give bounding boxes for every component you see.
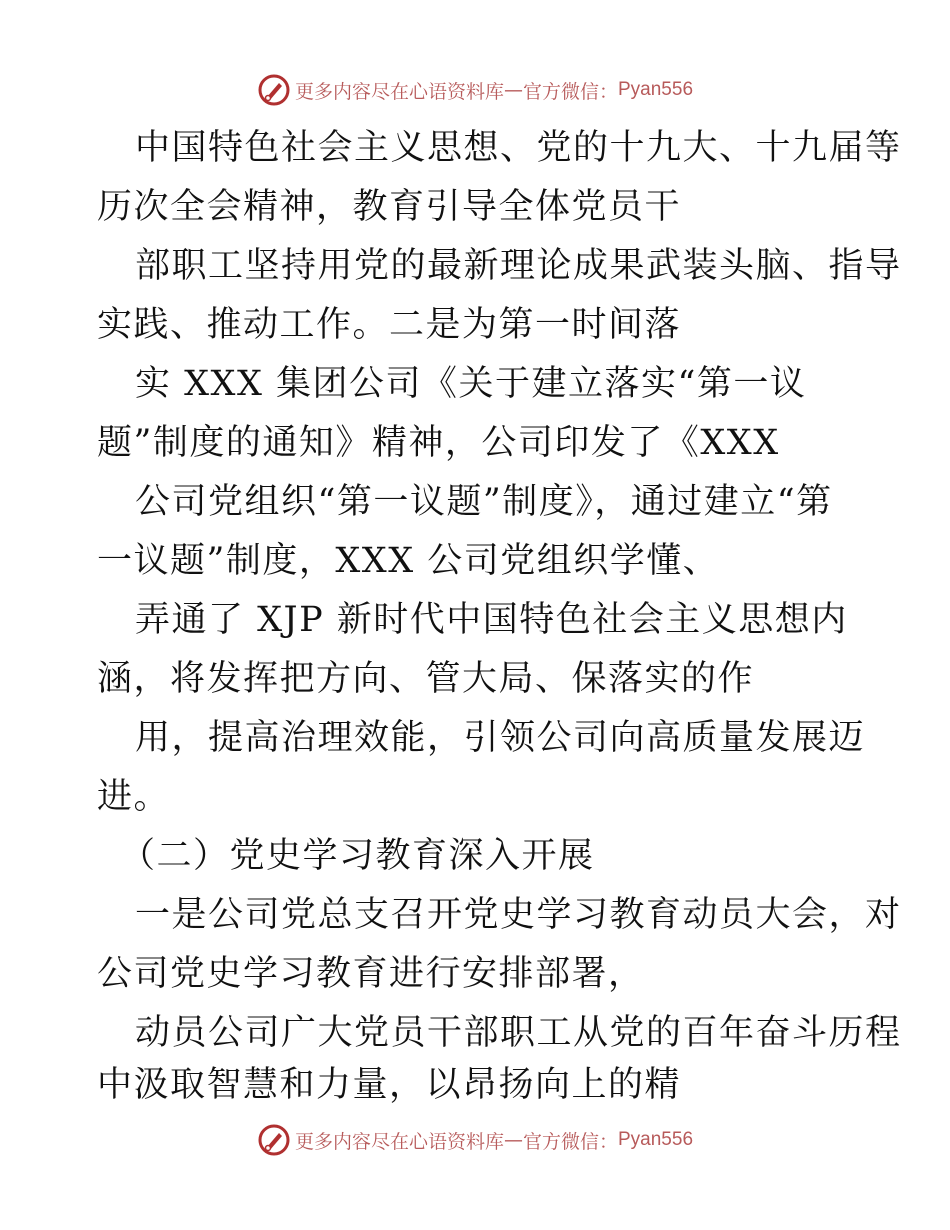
banner-official-label: 官方微信： <box>522 1130 618 1153</box>
body-line: 历次全会精神，教育引导全体党员干 <box>97 187 682 227</box>
body-line: 公司党组织“第一议题”制度》，通过建立“第 <box>135 482 833 522</box>
banner-separator: — <box>503 1129 523 1151</box>
body-line: 实 XXX 集团公司《关于建立落实“第一议 <box>135 364 807 404</box>
body-line: 用，提高治理效能，引领公司向高质量发展迈 <box>135 718 866 758</box>
body-line: 公司党史学习教育进行安排部署， <box>97 954 645 994</box>
body-line: 中国特色社会主义思想、党的十九大、十九届等 <box>135 128 902 168</box>
body-line: 一议题”制度，XXX 公司党组织学懂、 <box>97 541 720 581</box>
banner-wechat-id: Pyan556 <box>618 79 694 100</box>
body-line: 题”制度的通知》精神，公司印发了《XXX <box>97 423 780 463</box>
pen-nib-icon <box>257 73 291 107</box>
footer-banner <box>0 1120 950 1160</box>
banner-official-label: 官方微信： <box>522 80 618 103</box>
body-line: 中汲取智慧和力量，以昂扬向上的精 <box>97 1065 682 1105</box>
body-line: 动员公司广大党员干部职工从党的百年奋斗历程 <box>135 1013 902 1053</box>
body-line: 部职工坚持用党的最新理论成果武装头脑、指导 <box>135 246 902 286</box>
header-banner <box>0 70 950 110</box>
body-line: 进。 <box>97 777 171 817</box>
banner-wechat-id: Pyan556 <box>618 1129 694 1150</box>
pen-nib-icon <box>257 1123 291 1157</box>
body-line: 涵，将发挥把方向、管大局、保落实的作 <box>97 659 755 699</box>
body-line: 弄通了 XJP 新时代中国特色社会主义思想内 <box>135 600 848 640</box>
banner-separator: — <box>503 79 523 101</box>
banner-text: 更多内容尽在心语资料库 <box>294 1130 504 1153</box>
section-heading: （二）党史学习教育深入开展 <box>120 836 595 876</box>
body-line: 一是公司党总支召开党史学习教育动员大会，对 <box>135 895 902 935</box>
body-line: 实践、推动工作。二是为第一时间落 <box>97 305 682 345</box>
banner-text: 更多内容尽在心语资料库 <box>294 80 504 103</box>
